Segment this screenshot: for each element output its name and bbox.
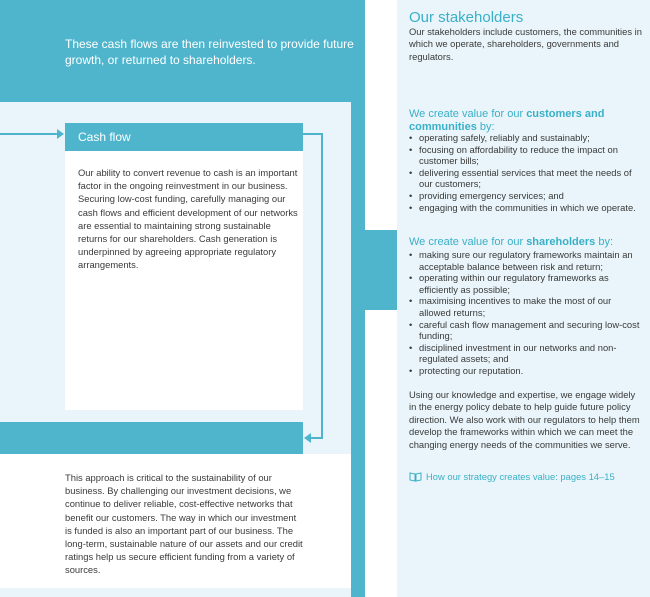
band-bottom-shade: [365, 310, 397, 597]
investment-text: This approach is critical to the sustainability of our business. By challenging our investment decisions, we continue to deliver reliable, cost-effective networks that benefit our customers. The way in which our investment is funded is also an important part of our business. The long-term, sustainable nature of our assets and our credit ratings help us secure efficient funding from a variety of sources.: [65, 472, 303, 576]
cash-flow-card: [65, 123, 303, 410]
card-title: Cash flow: [65, 123, 303, 151]
list-item: • providing emergency services; and: [409, 190, 645, 202]
investment-band: [0, 422, 303, 454]
list-item: • maximising incentives to make the most of our allowed returns;: [409, 295, 645, 318]
strategy-link-label[interactable]: How our strategy creates value: pages 14–15: [426, 471, 615, 482]
intro-text: These cash flows are then reinvested to provide future growth, or returned to shareholders.: [65, 37, 354, 67]
stakeholders-intro: Our stakeholders include customers, the communities in which we operate, shareholders, governments and regulators.: [409, 26, 642, 62]
list-item: • making sure our regulatory frameworks maintain an acceptable balance between risk and return;: [409, 249, 645, 272]
band-top-shade: [365, 0, 397, 230]
closing-paragraph: Using our knowledge and expertise, we engage widely in the energy policy debate to help guide future policy direction. We also work with our regulators to help them develop the frameworks within which we can meet the changing energy needs of the communities we serve.: [409, 389, 640, 450]
list-item: • careful cash flow management and securing low-cost funding;: [409, 319, 645, 342]
book-icon: [409, 472, 422, 482]
list-item: • engaging with the communities in which we operate.: [409, 202, 645, 214]
list-item: • delivering essential services that meet the needs of our customers;: [409, 167, 645, 190]
shareholders-heading: We create value for our shareholders by:: [409, 236, 614, 248]
stakeholders-title: Our stakeholders: [409, 9, 524, 26]
panel-arrow-icon: [365, 230, 397, 310]
list-item: • disciplined investment in our networks and non-regulated assets; and: [409, 342, 645, 365]
card-body-text: Our ability to convert revenue to cash is an important factor in the ongoing reinvestment in our business. Securing low-cost funding, carefully managing our cash flows and efficient development of our networks are essential to maintaining strong sustainable returns for our shareholders. Cash generation is underpinned by agreeing appropriate regulatory arrangements.: [78, 167, 298, 271]
list-item: • protecting our reputation.: [409, 365, 645, 377]
customers-list: [409, 132, 645, 213]
customers-heading: We create value for our customers and communities by:: [409, 108, 605, 133]
list-item: • focusing on affordability to reduce the impact on customer bills;: [409, 144, 645, 167]
flow-divider-strip: [351, 102, 365, 597]
strategy-link[interactable]: [409, 471, 645, 483]
list-item: • operating within our regulatory frameworks as efficiently as possible;: [409, 272, 645, 295]
list-item: • operating safely, reliably and sustainably;: [409, 132, 645, 144]
shareholders-list: [409, 249, 645, 377]
